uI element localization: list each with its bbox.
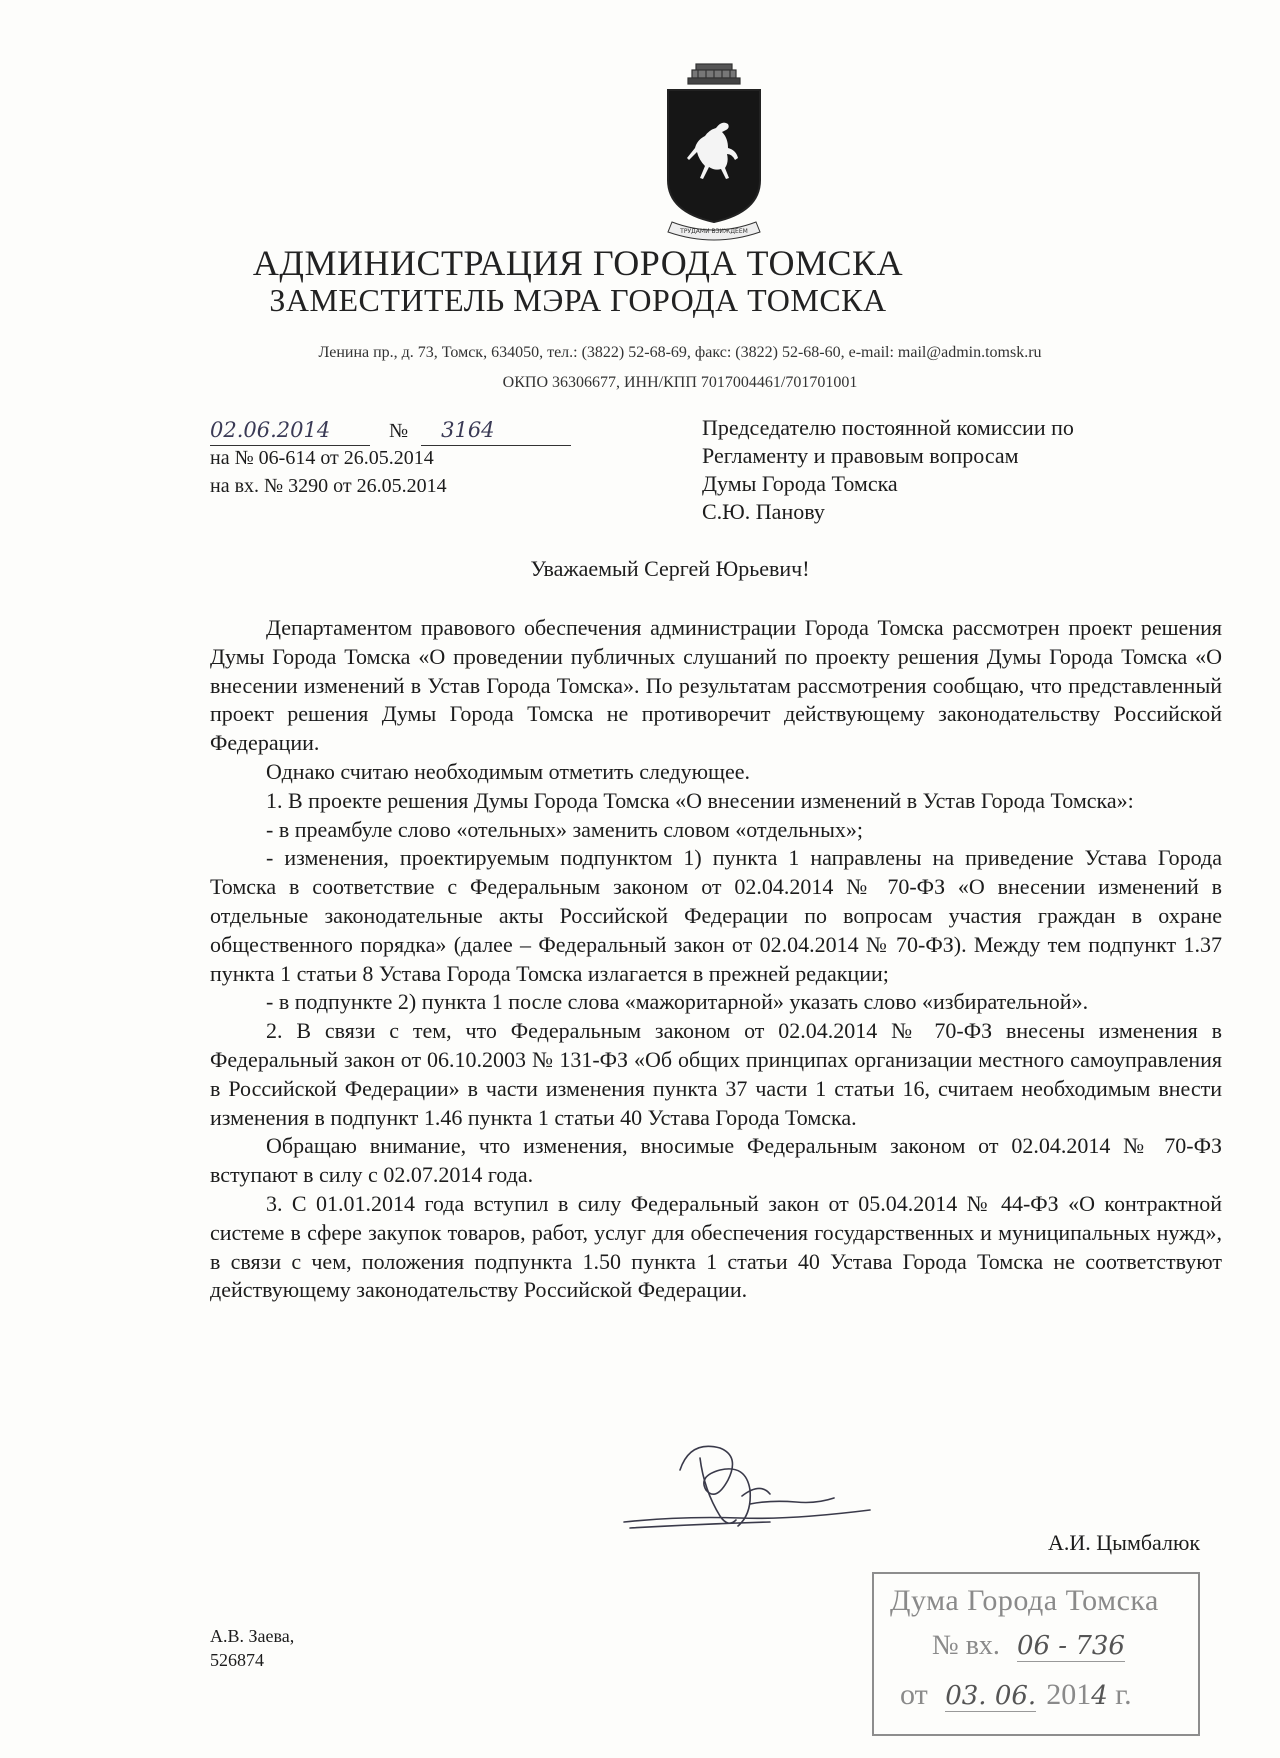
body-paragraph: - изменения, проектируемым подпунктом 1) пункта 1 направлены на приведение Устава Города Томска в соответствие с Федеральным законом от 02.04.2014 № 70-ФЗ «О внесении изменений в отдельные законодательные акты Российской Федерации по вопросам участия граждан в охране общественного порядка» (далее – Федеральный закон от 02.04.2014 № 70-ФЗ). Между тем подпункт 1.37 пункта 1 статьи 8 Устава Города Томска излагается в прежней редакции; (210, 845, 1222, 986)
registration-stamp (872, 1572, 1200, 1736)
stamp-date: 03. 06. (945, 1681, 1037, 1711)
letter-body (210, 614, 1222, 1305)
outgoing-number: 3164 (441, 418, 495, 442)
greeting: Уважаемый Сергей Юрьевич! (530, 556, 810, 581)
stamp-year-suffix: 4 (1091, 1681, 1108, 1711)
outgoing-date: 02.06.2014 (210, 418, 331, 442)
executor-phone: 526874 (210, 1650, 264, 1670)
stamp-year-prefix: 201 (1046, 1678, 1092, 1711)
body-paragraph: - в преамбуле слово «отельных» заменить словом «отдельных»; (266, 816, 863, 842)
addressee-name: С.Ю. Панову (702, 499, 825, 524)
stamp-number-row (932, 1630, 1125, 1662)
body-paragraph: Однако считаю необходимым отметить следующее. (266, 758, 751, 784)
stamp-number-label: № вх. (932, 1630, 1000, 1661)
reply-to-reference: на № 06-614 от 26.05.2014 (210, 447, 434, 469)
organization-title: АДМИНИСТРАЦИЯ ГОРОДА ТОМСКА (252, 243, 904, 283)
contacts-address: Ленина пр., д. 73, Томск, 634050, тел.: (3822) 52-68-69, факс: (3822) 52-68-60, e-mail: mail@admin.tomsk.ru (318, 344, 1042, 361)
body-paragraph: - в подпункте 2) пункта 1 после слова «мажоритарной» указать слово «избирательной». (266, 989, 1089, 1015)
executor-name: А.В. Заева, (210, 1626, 295, 1646)
stamp-title: Дума Города Томска (890, 1584, 1159, 1617)
addressee-line: Председателю постоянной комиссии по (702, 415, 1074, 440)
executor-info (210, 1624, 294, 1672)
outgoing-reference (210, 416, 650, 500)
addressee-line: Регламенту и правовым вопросам (702, 443, 1019, 468)
body-paragraph: 1. В проекте решения Думы Города Томска «О внесении изменений в Устав Города Томска»: (266, 787, 1134, 813)
outgoing-date-field (210, 416, 370, 446)
number-label: № (389, 420, 409, 442)
body-paragraph: Обращаю внимание, что изменения, вносимые Федеральным законом от 02.04.2014 № 70-ФЗ вступают в силу с 02.07.2014 года. (210, 1133, 1222, 1188)
organization-subtitle: ЗАМЕСТИТЕЛЬ МЭРА ГОРОДА ТОМСКА (269, 282, 887, 318)
svg-text:ТРУДАМИ ВЗИЖДЕЕМ: ТРУДАМИ ВЗИЖДЕЕМ (680, 228, 748, 235)
body-paragraph: Департаментом правового обеспечения администрации Города Томска рассмотрен проект решения Думы Города Томска «О проведении публичных слушаний по проекту решения Думы Города Томска «О внесении изменений в Устав Города Томска». По результатам рассмотрения сообщаю, что представленный проект решения Думы Города Томска не противоречит действующему законодательству Российской Федерации. (210, 615, 1222, 756)
contacts-codes: ОКПО 36306677, ИНН/КПП 7017004461/701701001 (502, 374, 858, 391)
outgoing-number-field (421, 416, 571, 446)
signer-name: А.И. Цымбалюк (1048, 1530, 1201, 1555)
stamp-date-label: от (900, 1678, 928, 1711)
stamp-year-end: г. (1115, 1678, 1132, 1711)
tomsk-coat-of-arms-icon (658, 62, 770, 244)
body-paragraph: 3. С 01.01.2014 года вступил в силу Федеральный закон от 05.04.2014 № 44-ФЗ «О контрактной системе в сфере закупок товаров, работ, услуг для обеспечения государственных и муниципальных нужд», в связи с чем, положения подпункта 1.50 пункта 1 статьи 40 Устава Города Томска не соответствуют действующему законодательству Российской Федерации. (210, 1190, 1222, 1303)
incoming-reference: на вх. № 3290 от 26.05.2014 (210, 475, 447, 497)
body-paragraph: 2. В связи с тем, что Федеральным законом от 02.04.2014 № 70-ФЗ внесены изменения в Федеральный закон от 06.10.2003 № 131-ФЗ «Об общих принципах организации местного самоуправления в Российской Федерации» в части изменения пункта 37 части 1 статьи 16, считаем необходимым внести изменения в подпункт 1.46 пункта 1 статьи 40 Устава Города Томска. (210, 1018, 1222, 1130)
stamp-date-row (900, 1678, 1132, 1712)
addressee-block (702, 414, 1202, 526)
outgoing-date-number-row (210, 416, 650, 444)
stamp-number: 06 - 736 (1016, 1631, 1125, 1661)
addressee-line: Думы Города Томска (702, 471, 898, 496)
handwritten-signature-icon (620, 1430, 880, 1540)
